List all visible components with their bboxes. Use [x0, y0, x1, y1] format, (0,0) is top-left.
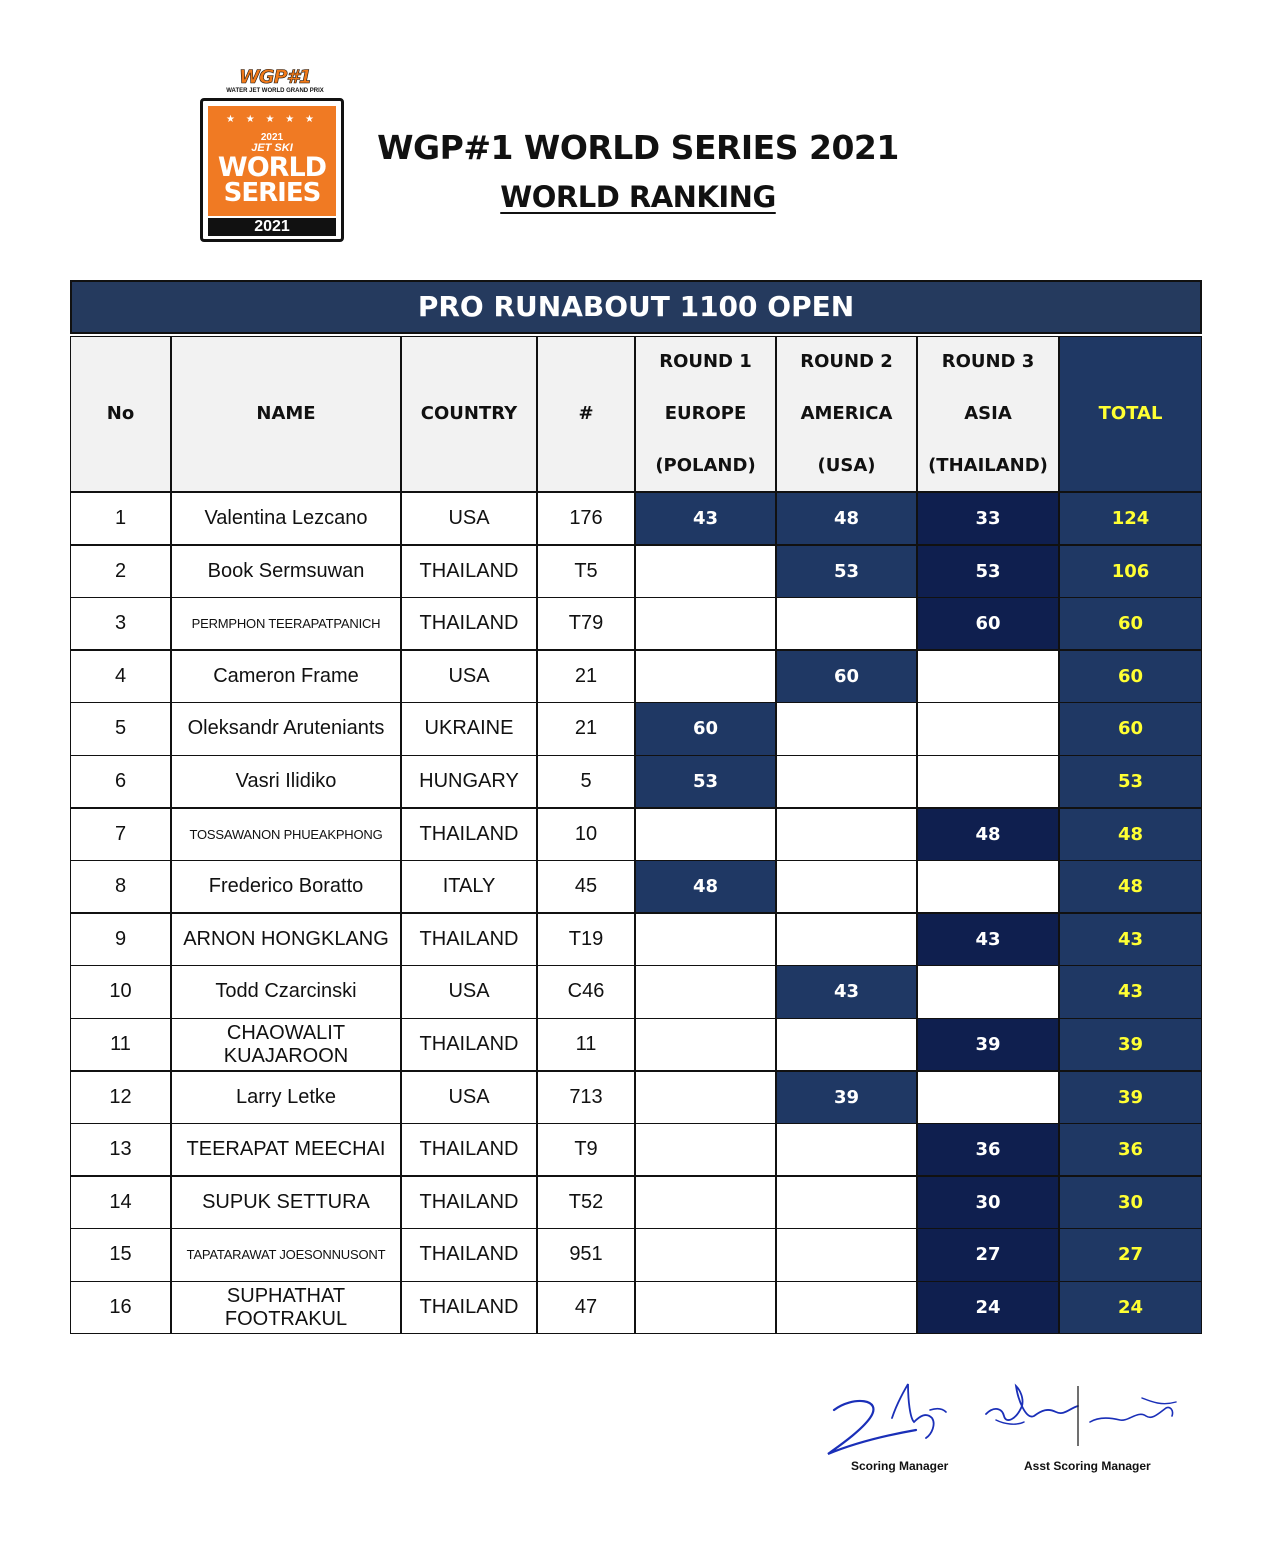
table-cell-r1 [635, 808, 776, 861]
table-cell-country: THAILAND [401, 545, 537, 598]
table-cell-no: 13 [70, 1123, 171, 1176]
table-cell-name: TAPATARAWAT JOESONNUSONT [171, 1228, 401, 1281]
header-round3-line1: ROUND 3 [941, 351, 1035, 372]
table-cell-r2 [776, 1018, 917, 1071]
header-round3-line3: (THAILAND) [928, 455, 1048, 476]
table-cell-r2 [776, 597, 917, 650]
logo-series: SERIES [223, 178, 321, 208]
table-cell-name: Larry Letke [171, 1071, 401, 1124]
table-cell-r3 [917, 860, 1059, 913]
logo-orange-panel [208, 106, 336, 216]
logo-stars: ★ ★ ★ ★ ★ [226, 114, 318, 125]
table-cell-r3: 43 [917, 913, 1059, 966]
table-cell-total: 124 [1059, 492, 1202, 545]
header-round3-line2: ASIA [964, 403, 1012, 424]
subtitle-text: WORLD RANKING [500, 180, 776, 214]
table-cell-r3: 33 [917, 492, 1059, 545]
table-cell-name: Valentina Lezcano [171, 492, 401, 545]
header-number [537, 336, 635, 492]
table-cell-country: USA [401, 1071, 537, 1124]
table-cell-r1 [635, 1123, 776, 1176]
table-cell-country: THAILAND [401, 1281, 537, 1334]
table-cell-r3: 30 [917, 1176, 1059, 1229]
logo-badge [200, 98, 344, 242]
header-number-label: # [578, 403, 594, 424]
table-cell-no: 16 [70, 1281, 171, 1334]
table-cell-country: USA [401, 965, 537, 1018]
table-cell-no: 15 [70, 1228, 171, 1281]
table-cell-r1 [635, 650, 776, 703]
table-cell-r2 [776, 1176, 917, 1229]
header-total-label: TOTAL [1098, 403, 1163, 424]
table-cell-r3: 53 [917, 545, 1059, 598]
table-cell-total: 39 [1059, 1071, 1202, 1124]
asst-scoring-manager-signature [982, 1380, 1182, 1452]
table-cell-no: 10 [70, 965, 171, 1018]
table-cell-r3 [917, 650, 1059, 703]
header-round2-line2: AMERICA [800, 403, 893, 424]
table-cell-r2 [776, 913, 917, 966]
header-country-label: COUNTRY [420, 403, 518, 424]
table-cell-total: 30 [1059, 1176, 1202, 1229]
logo-small-year: 2021 [260, 132, 284, 143]
table-cell-r1 [635, 545, 776, 598]
table-cell-name: TEERAPAT MEECHAI [171, 1123, 401, 1176]
logo-tagline: WATER JET WORLD GRAND PRIX [226, 88, 324, 94]
table-cell-num: T19 [537, 913, 635, 966]
table-cell-no: 11 [70, 1018, 171, 1071]
table-cell-r1 [635, 1228, 776, 1281]
table-cell-num: 176 [537, 492, 635, 545]
header-round1 [635, 336, 776, 492]
table-cell-no: 1 [70, 492, 171, 545]
logo-brand-mark [216, 66, 334, 98]
table-cell-total: 48 [1059, 808, 1202, 861]
table-cell-r2: 48 [776, 492, 917, 545]
table-cell-r2: 60 [776, 650, 917, 703]
table-cell-total: 106 [1059, 545, 1202, 598]
header-round2 [776, 336, 917, 492]
table-cell-r2 [776, 1123, 917, 1176]
table-cell-country: THAILAND [401, 1228, 537, 1281]
table-cell-total: 43 [1059, 965, 1202, 1018]
table-cell-r1 [635, 1018, 776, 1071]
table-cell-total: 36 [1059, 1123, 1202, 1176]
table-cell-r2 [776, 1228, 917, 1281]
table-cell-no: 7 [70, 808, 171, 861]
table-cell-country: ITALY [401, 860, 537, 913]
table-cell-num: 11 [537, 1018, 635, 1071]
logo-world: WORLD [217, 152, 327, 183]
table-cell-num: 47 [537, 1281, 635, 1334]
table-cell-name: Oleksandr Aruteniants [171, 702, 401, 755]
table-cell-r3 [917, 1071, 1059, 1124]
table-cell-total: 48 [1059, 860, 1202, 913]
table-cell-name: Cameron Frame [171, 650, 401, 703]
table-cell-r3: 39 [917, 1018, 1059, 1071]
table-cell-num: C46 [537, 965, 635, 1018]
page-title: WGP#1 WORLD SERIES 2021 [377, 128, 899, 167]
table-cell-no: 9 [70, 913, 171, 966]
table-cell-country: USA [401, 492, 537, 545]
table-cell-r3: 48 [917, 808, 1059, 861]
header-total [1059, 336, 1202, 492]
table-cell-r1 [635, 913, 776, 966]
table-cell-name: Frederico Boratto [171, 860, 401, 913]
table-cell-num: 10 [537, 808, 635, 861]
table-cell-total: 24 [1059, 1281, 1202, 1334]
header-round1-line2: EUROPE [664, 403, 747, 424]
table-cell-r3: 24 [917, 1281, 1059, 1334]
header-name-label: NAME [256, 403, 316, 424]
table-cell-country: THAILAND [401, 597, 537, 650]
table-cell-r2 [776, 702, 917, 755]
table-cell-num: 5 [537, 755, 635, 808]
header-round2-line1: ROUND 2 [800, 351, 893, 372]
table-cell-r1 [635, 597, 776, 650]
table-cell-total: 39 [1059, 1018, 1202, 1071]
table-cell-num: 21 [537, 702, 635, 755]
logo-jet-ski: JET SKI [251, 142, 293, 154]
table-cell-r2: 39 [776, 1071, 917, 1124]
table-cell-r3 [917, 702, 1059, 755]
table-cell-country: USA [401, 650, 537, 703]
table-cell-r3: 27 [917, 1228, 1059, 1281]
event-logo [198, 66, 350, 246]
table-cell-r1 [635, 1071, 776, 1124]
header-round1-line3: (POLAND) [655, 455, 756, 476]
logo-year: 2021 [208, 218, 336, 236]
table-cell-r2: 53 [776, 545, 917, 598]
header-country [401, 336, 537, 492]
table-cell-country: HUNGARY [401, 755, 537, 808]
table-cell-r2 [776, 755, 917, 808]
table-cell-name: SUPHATHAT FOOTRAKUL [171, 1281, 401, 1334]
table-cell-country: THAILAND [401, 1018, 537, 1071]
class-banner: PRO RUNABOUT 1100 OPEN [70, 280, 1202, 334]
table-cell-r2 [776, 860, 917, 913]
table-cell-num: T9 [537, 1123, 635, 1176]
table-cell-no: 2 [70, 545, 171, 598]
table-cell-r2 [776, 808, 917, 861]
table-cell-r3 [917, 965, 1059, 1018]
table-cell-r1: 43 [635, 492, 776, 545]
table-cell-r1: 53 [635, 755, 776, 808]
logo-brand-text: WGP#1 [239, 66, 311, 88]
table-cell-r2: 43 [776, 965, 917, 1018]
scoring-manager-signature [822, 1378, 952, 1460]
table-cell-r1 [635, 1281, 776, 1334]
table-cell-num: 21 [537, 650, 635, 703]
table-cell-name: PERMPHON TEERAPATPANICH [171, 597, 401, 650]
header-name [171, 336, 401, 492]
table-cell-num: T5 [537, 545, 635, 598]
table-cell-country: UKRAINE [401, 702, 537, 755]
asst-scoring-manager-label: Asst Scoring Manager [1024, 1459, 1151, 1473]
table-cell-name: ARNON HONGKLANG [171, 913, 401, 966]
table-cell-no: 4 [70, 650, 171, 703]
header-round3 [917, 336, 1059, 492]
table-cell-r3: 60 [917, 597, 1059, 650]
table-cell-no: 5 [70, 702, 171, 755]
header-round2-line3: (USA) [817, 455, 876, 476]
header-no-label: No [106, 403, 135, 424]
table-cell-num: 45 [537, 860, 635, 913]
table-cell-r1: 60 [635, 702, 776, 755]
table-cell-name: Book Sermsuwan [171, 545, 401, 598]
table-cell-country: THAILAND [401, 1123, 537, 1176]
scoring-manager-label: Scoring Manager [851, 1459, 949, 1473]
table-cell-r1 [635, 1176, 776, 1229]
table-cell-no: 14 [70, 1176, 171, 1229]
table-cell-name: Todd Czarcinski [171, 965, 401, 1018]
table-cell-name: Vasri Ilidiko [171, 755, 401, 808]
header-no [70, 336, 171, 492]
table-cell-no: 3 [70, 597, 171, 650]
table-cell-no: 12 [70, 1071, 171, 1124]
table-cell-total: 27 [1059, 1228, 1202, 1281]
table-cell-total: 43 [1059, 913, 1202, 966]
table-cell-name: TOSSAWANON PHUEAKPHONG [171, 808, 401, 861]
table-cell-r3: 36 [917, 1123, 1059, 1176]
header-round1-line1: ROUND 1 [659, 351, 752, 372]
table-cell-total: 60 [1059, 597, 1202, 650]
table-cell-num: T79 [537, 597, 635, 650]
table-cell-r2 [776, 1281, 917, 1334]
table-cell-num: 713 [537, 1071, 635, 1124]
table-cell-total: 60 [1059, 702, 1202, 755]
table-cell-country: THAILAND [401, 808, 537, 861]
table-cell-name: CHAOWALIT KUAJAROON [171, 1018, 401, 1071]
table-cell-r1 [635, 965, 776, 1018]
table-cell-r1: 48 [635, 860, 776, 913]
table-cell-num: T52 [537, 1176, 635, 1229]
table-cell-country: THAILAND [401, 913, 537, 966]
page-subtitle [360, 180, 916, 214]
table-cell-country: THAILAND [401, 1176, 537, 1229]
table-cell-r3 [917, 755, 1059, 808]
table-cell-name: SUPUK SETTURA [171, 1176, 401, 1229]
table-cell-no: 6 [70, 755, 171, 808]
table-cell-total: 60 [1059, 650, 1202, 703]
table-cell-total: 53 [1059, 755, 1202, 808]
table-cell-num: 951 [537, 1228, 635, 1281]
table-cell-no: 8 [70, 860, 171, 913]
